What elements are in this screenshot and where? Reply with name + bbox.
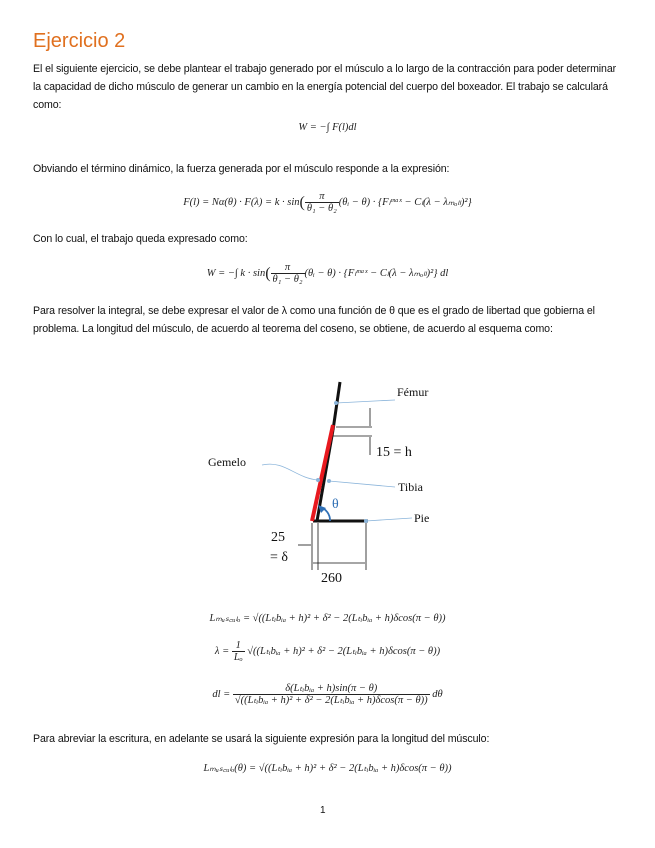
equation-force-fraction: $\frac{\pi}{\text{θ₁ − θ₂}}$	[306, 191, 337, 214]
equation-dl-right: dθ	[432, 688, 443, 700]
femur-bone	[333, 382, 340, 430]
gemelo-muscle	[312, 425, 333, 521]
delta-label-bottom: = δ	[270, 550, 288, 565]
equation-dl	[0, 683, 655, 706]
equation-work2-left: W = −∫ k · sin	[206, 267, 266, 279]
delta-label-top: 25	[271, 530, 285, 545]
page-number: 1	[320, 805, 326, 816]
tibia-leader-dot	[327, 479, 331, 483]
theta-label: θ	[332, 497, 339, 512]
femur-leader-dot	[334, 401, 338, 405]
femur-leader	[336, 400, 395, 403]
paragraph-force: Obviando el término dinámico, la fuerza generada por el músculo responde a la expresión:	[33, 163, 450, 175]
equation-lambda-fraction: $\frac{1}{\text{Lₒ}}$	[233, 640, 243, 663]
equation-force: F(l) = Nα(θ) · F(λ) = k · sin( $\frac{\pi}{\text{θ₁ − θ₂}}$ (θᵢ − θ) · {Fₗᵐᵃˣ − Cₗ(λ − λₘₒₗₗ)²}	[183, 191, 472, 214]
equation-work	[0, 122, 655, 133]
gemelo-leader-dot	[316, 478, 320, 482]
tibia-leader	[329, 481, 395, 487]
tibia-label: Tibia	[398, 480, 423, 494]
equation-work2-right: (θᵢ − θ) · {Fₗᵐᵃˣ − Cₗ(λ − λₘₒₗₗ)²} dl	[304, 267, 449, 279]
equation-dl-left: dl =	[212, 688, 231, 700]
foot-length-label: 260	[321, 571, 342, 586]
equation-lmusculo	[0, 611, 655, 625]
femur-label: Fémur	[397, 385, 429, 399]
equation-work-expanded: W = −∫ k · sin( $\frac{\pi}{\text{θ₁ − θ₂}}$ (θᵢ − θ) · {Fₗᵐᵃˣ − Cₗ(λ − λₘₒₗₗ)²} dl	[206, 262, 449, 285]
leg-diagram	[0, 370, 655, 590]
equation-lambda-right: √((Lₜᵢbᵢₐ + h)² + δ² − 2(Lₜᵢbᵢₐ + h)δcos(π − θ))	[247, 645, 441, 657]
equation-lambda	[0, 640, 655, 663]
paragraph-abbrev: Para abreviar la escritura, en adelante se usará la siguiente expresión para la longitud del músculo:	[33, 733, 490, 745]
gemelo-label: Gemelo	[208, 455, 246, 469]
paragraph-intro: El el siguiente ejercicio, se debe plantear el trabajo generado por el músculo a lo largo de la contracción para poder determinar la capacidad de dicho músculo de generar un cambio en la energía potencial del cuerpo del boxeador. El trabajo se calculará como:	[33, 63, 617, 111]
equation-lambda-left: λ =	[214, 645, 230, 657]
equation-force-right: (θᵢ − θ) · {Fₗᵐᵃˣ − Cₗ(λ − λₘₒₗₗ)²}	[338, 196, 472, 208]
equation-lmusculo-text: Lₘᵤₛ꜀ᵤₗₒ = √((Lₜᵢbᵢₐ + h)² + δ² − 2(Lₜᵢbᵢₐ + h)δcos(π − θ))	[209, 613, 446, 624]
pie-label: Pie	[414, 511, 430, 525]
paragraph-lambda: Para resolver la integral, se debe expresar el valor de λ como una función de θ que es el grado de libertad que gobierna el problema. La longitud del músculo, de acuerdo al teorema del coseno, se obtiene, de acuerdo al esquema como:	[33, 305, 595, 335]
equation-lmusculo-theta	[0, 761, 655, 775]
pie-leader-dot	[364, 519, 368, 523]
equation-lmusculo-theta-text: Lₘᵤₛ꜀ᵤₗₒ(θ) = √((Lₜᵢbᵢₐ + h)² + δ² − 2(Lₜᵢbᵢₐ + h)δcos(π − θ))	[203, 763, 452, 774]
equation-work2-fraction: $\frac{\pi}{\text{θ₁ − θ₂}}$	[272, 262, 303, 285]
h-label: 15 = h	[376, 445, 412, 460]
paragraph-work: Con lo cual, el trabajo queda expresado como:	[33, 233, 248, 245]
section-title: Ejercicio 2	[33, 30, 126, 52]
equation-dl-fraction: $\frac{\text{δ(Lₜᵢbᵢₐ + h)sin(π − θ)}}{\text{√((Lₜᵢbᵢₐ + h)² + δ² − 2(Lₜᵢbᵢₐ + h)δcos(π − θ))}}$	[234, 683, 428, 706]
equation-force-left: F(l) = Nα(θ) · F(λ) = k · sin	[183, 196, 300, 208]
equation-work-text: W = −∫ F(l)dl	[298, 122, 357, 133]
pie-leader	[366, 518, 412, 521]
gemelo-leader	[262, 464, 318, 480]
